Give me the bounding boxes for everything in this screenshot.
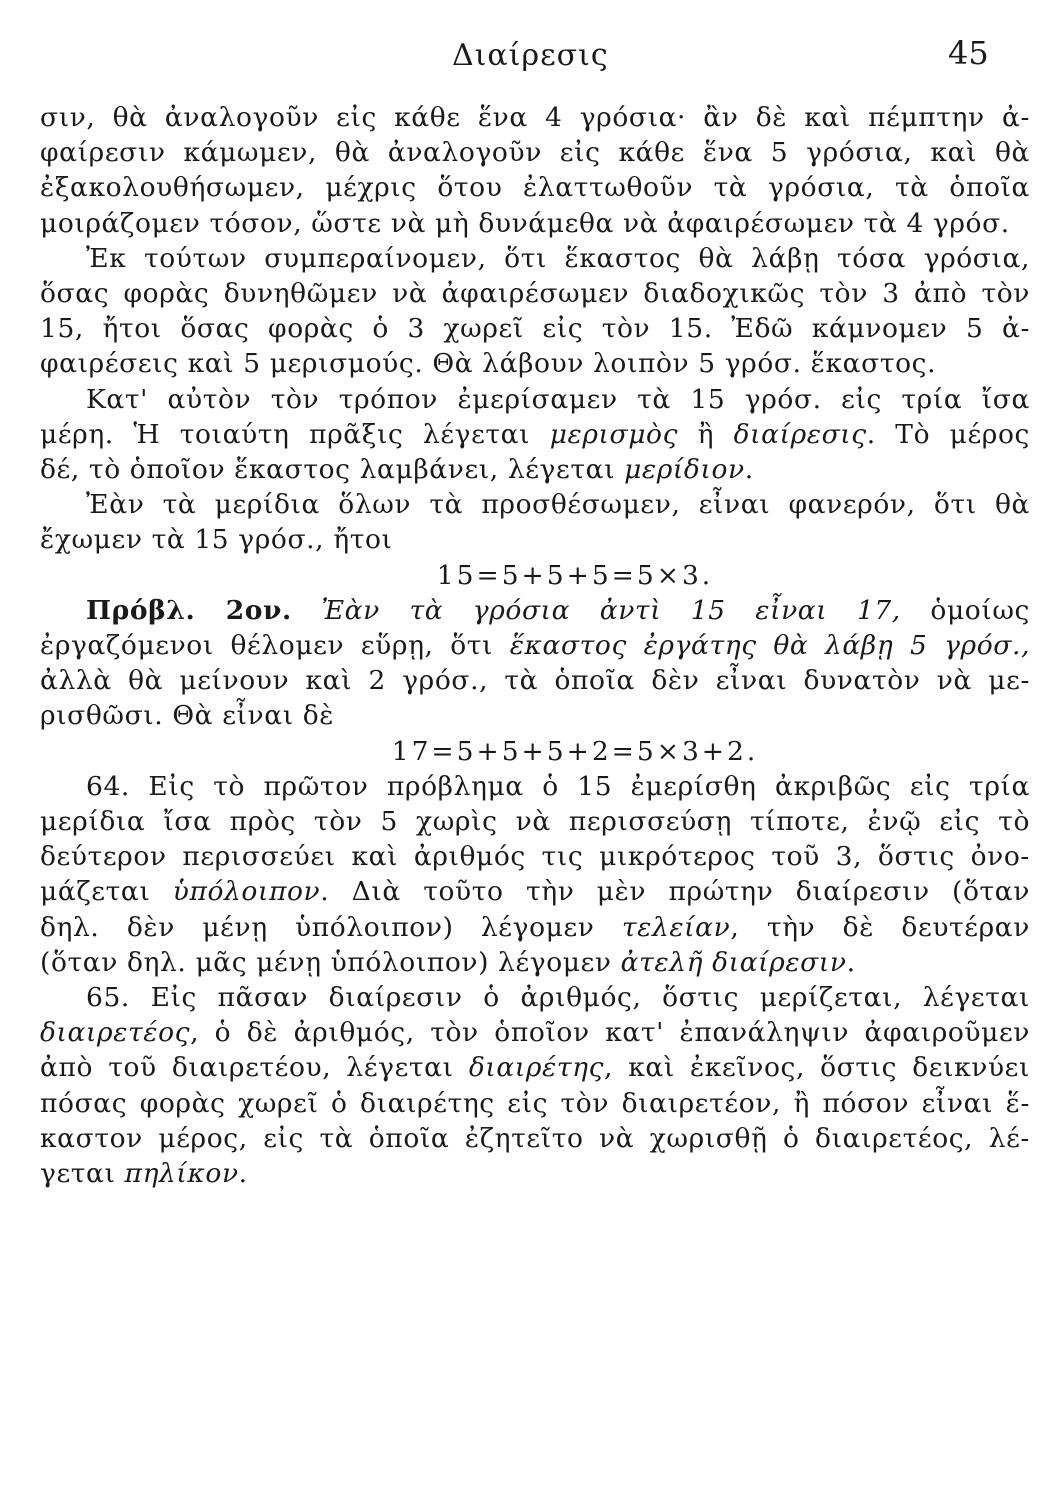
text-run: ἢ xyxy=(678,418,734,450)
text-line: μοιράζομεν τόσον, ὥστε νὰ μὴ δυνάμεθα νὰ ἀφαιρέσωμεν τὰ 4 γρόσ. xyxy=(40,207,1010,239)
text-line: δεύτερον περισσεύει καὶ ἀριθμός τις μικρότερος τοῦ 3, ὅστις ὀνο- xyxy=(40,841,1030,873)
text-run: , ὁ δὲ ἀριθμός, τὸν ὁποῖον κατ' ἐπανάληψιν ἀφαιροῦμεν xyxy=(190,1017,1030,1049)
paragraph-first-line: Κατ' αὐτὸν τὸν τρόπον ἐμερίσαμεν τὰ 15 γρόσ. εἰς τρία ἴσα xyxy=(86,383,1030,415)
term-teleian: τελείαν xyxy=(621,911,731,943)
text-line xyxy=(40,910,1030,945)
text-line: μερίδια ἴσα πρὸς τὸν 5 χωρὶς νὰ περισσεύσῃ τίποτε, ἐνῷ εἰς τὸ xyxy=(40,806,1030,838)
text-run: γεται xyxy=(40,1158,125,1190)
text-run: δέ, τὸ ὁποῖον ἕκαστος λαμβάνει, λέγεται xyxy=(40,454,625,486)
text-line: ρισθῶσι. Θὰ εἶναι δὲ xyxy=(40,700,335,732)
text-line: φαιρέσεις καὶ 5 μερισμούς. Θὰ λάβουν λοιπὸν 5 γρόσ. ἕκαστος. xyxy=(40,348,937,380)
text-line: πόσας φορὰς χωρεῖ ὁ διαιρέτης εἰς τὸν διαιρετέον, ἢ πόσον εἶναι ἕ- xyxy=(40,1087,1030,1119)
term-atele-diairesin: ἀτελῆ διαίρεσιν xyxy=(620,946,847,978)
text-run: . xyxy=(238,1158,248,1190)
text-run: μέρη. Ἡ τοιαύτη πρᾶξις λέγεται xyxy=(40,418,550,450)
term-meridion: μερίδιον xyxy=(624,454,745,486)
text-line xyxy=(40,1050,1030,1085)
text-run: Ἐὰν τὰ γρόσια ἀντὶ 15 εἶναι 17, xyxy=(291,594,901,626)
term-diairetéos: διαιρετέος xyxy=(40,1017,191,1049)
text-run: . xyxy=(846,946,856,978)
text-run: ἐργαζόμενοι θέλομεν εὕρῃ, ὅτι xyxy=(40,630,510,662)
equation-2: 17=5+5+5+2=5×3+2. xyxy=(391,735,759,767)
text-run: . Τὸ μέρος xyxy=(866,418,1030,450)
text-run: , τὴν δὲ δευτέραν xyxy=(730,911,1030,943)
text-line: καστον μέρος, εἰς τὰ ὁποῖα ἐζητεῖτο νὰ χωρισθῇ ὁ διαιρετέος, λέ- xyxy=(40,1122,1030,1154)
text-run: ἀπὸ τοῦ διαιρετέου, λέγεται xyxy=(40,1052,469,1084)
page-header xyxy=(0,30,1063,80)
problem-heading-line xyxy=(40,593,1030,628)
text-line xyxy=(40,417,1030,452)
term-diairesis: διαίρεσις xyxy=(733,418,867,450)
text-line: 15, ἤτοι ὅσας φορὰς ὁ 3 χωρεῖ εἰς τὸν 15. Ἐδῶ κάμνομεν 5 ἀ- xyxy=(40,313,1030,345)
text-line xyxy=(40,945,1030,980)
section-65-first-line: 65. Εἰς πᾶσαν διαίρεσιν ὁ ἀριθμός, ὅστις μερίζεται, λέγεται xyxy=(86,982,1030,1014)
text-line xyxy=(40,452,1030,487)
text-run: ἕκαστος ἐργάτης θὰ λάβῃ 5 γρόσ., xyxy=(509,630,1030,662)
text-line xyxy=(40,874,1030,909)
text-line: ὅσας φορὰς δυνηθῶμεν νὰ ἀφαιρέσωμεν διαδοχικῶς τὸν 3 ἀπὸ τὸν xyxy=(40,278,1030,310)
text-line: ἀλλὰ θὰ μείνουν καὶ 2 γρόσ., τὰ ὁποῖα δὲν εἶναι δυνατὸν νὰ με- xyxy=(40,665,1030,697)
text-run: , καὶ ἐκεῖνος, ὅστις δεικνύει xyxy=(604,1052,1030,1084)
problem-label: Πρόβλ. 2ον. xyxy=(86,594,292,626)
text-run: (ὅταν δηλ. μᾶς μένῃ ὑπόλοιπον) λέγομεν xyxy=(40,946,621,978)
term-diairetis: διαιρέτης xyxy=(468,1052,605,1084)
text-run: δηλ. δὲν μένῃ ὑπόλοιπον) λέγομεν xyxy=(40,911,622,943)
term-pilikon: πηλίκον xyxy=(124,1158,239,1190)
section-64-first-line: 64. Εἰς τὸ πρῶτον πρόβλημα ὁ 15 ἐμερίσθη ἀκριβῶς εἰς τρία xyxy=(86,770,1030,802)
text-run: ὁμοίως xyxy=(900,594,1030,626)
paragraph-first-line: Ἐκ τούτων συμπεραίνομεν, ὅτι ἕκαστος θὰ λάβῃ τόσα γρόσια, xyxy=(86,242,1030,274)
text-line: σιν, θὰ ἀναλογοῦν εἰς κάθε ἕνα 4 γρόσια· ἂν δὲ καὶ πέμπτην ἀ- xyxy=(40,102,1030,133)
term-ypoloipon: ὑπόλοιπον xyxy=(172,876,321,908)
running-title: Διαίρεσις xyxy=(452,38,609,73)
text-run: . xyxy=(744,454,754,486)
text-line xyxy=(40,628,1030,663)
text-line: ἐξακολουθήσωμεν, μέχρις ὅτου ἐλαττωθοῦν τὰ γρόσια, τὰ ὁποῖα xyxy=(40,172,1030,204)
text-line: φαίρεσιν κάμωμεν, θὰ ἀναλογοῦν εἰς κάθε ἕνα 5 γρόσια, καὶ θὰ xyxy=(40,137,1030,169)
text-run: . Διὰ τοῦτο τὴν μὲν πρώτην διαίρεσιν (ὅταν xyxy=(320,876,1030,908)
text-line xyxy=(40,1015,1030,1050)
page-number: 45 xyxy=(948,34,989,72)
equation-1: 15=5+5+5=5×3. xyxy=(436,559,714,591)
body-text xyxy=(40,100,1030,1191)
paragraph-first-line: Ἐὰν τὰ μερίδια ὅλων τὰ προσθέσωμεν, εἶναι φανερόν, ὅτι θὰ xyxy=(86,489,1030,521)
term-merismos: μερισμὸς xyxy=(549,418,679,450)
text-line: ἔχωμεν τὰ 15 γρόσ., ἤτοι xyxy=(40,524,393,556)
text-run: μάζεται xyxy=(40,876,173,908)
text-line xyxy=(40,1156,1030,1191)
